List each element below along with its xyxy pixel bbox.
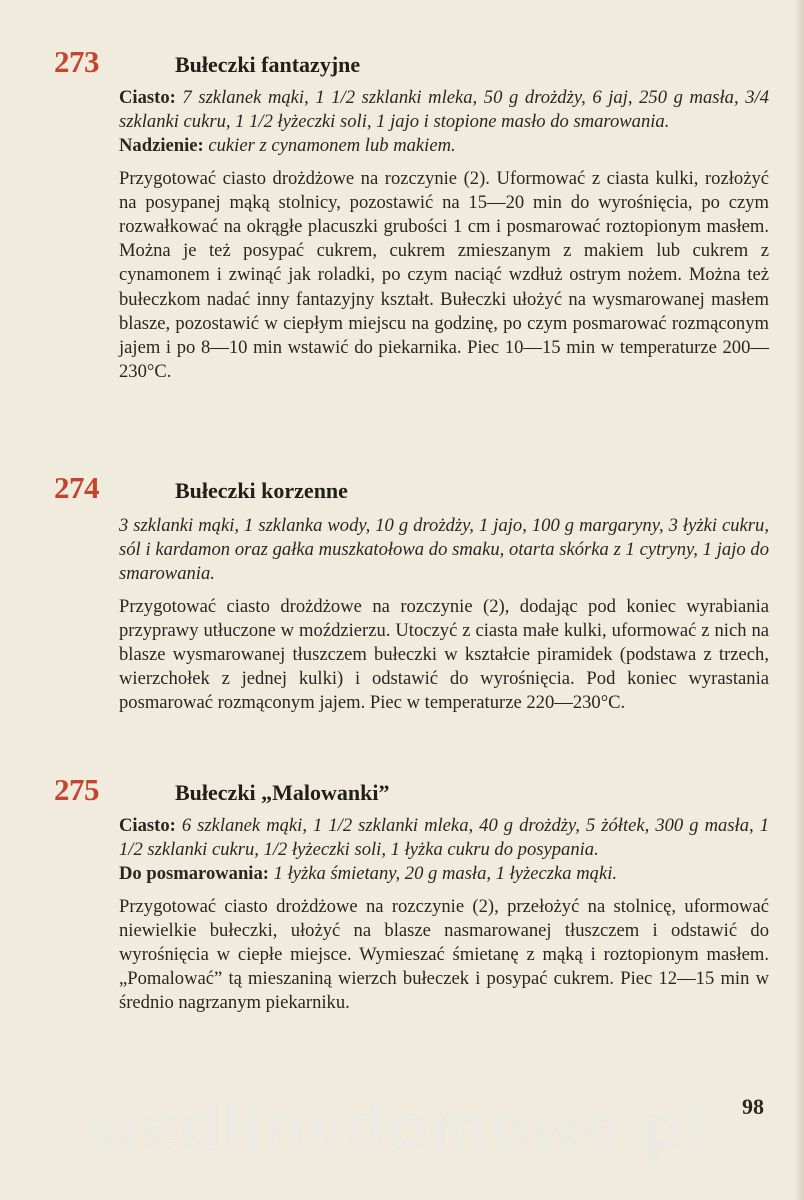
- ingredients-label: Do posmarowania:: [119, 863, 269, 885]
- recipe-number: 275: [54, 772, 99, 807]
- ingredients-text: 1 łyżka śmietany, 20 g masła, 1 łyżeczka mąki.: [268, 863, 618, 885]
- ingredients-text: 6 szklanek mąki, 1 1/2 szklanki mleka, 40 g drożdży, 5 żółtek, 300 g masła, 1 1/2 szklanki cukru, 1/2 łyżeczki soli, 1 łyżka cukru do posypania.: [119, 815, 769, 861]
- ingredients-text: cukier z cynamonem lub makiem.: [203, 135, 456, 157]
- ingredients-list: [119, 514, 769, 587]
- page-edge-shadow: [794, 0, 804, 1200]
- recipe-body: [119, 86, 769, 384]
- ingredients-topping: [119, 862, 769, 886]
- recipe-body: [119, 514, 769, 716]
- recipe-number: 274: [54, 470, 99, 505]
- ingredients-text: 7 szklanek mąki, 1 1/2 szklanki mleka, 50 g drożdży, 6 jaj, 250 g masła, 3/4 szklanki cukru, 1 1/2 łyżeczki soli, 1 jajo i stopione masło do smarowania.: [119, 87, 769, 133]
- recipe-body: [119, 814, 769, 1016]
- ingredients-label: Ciasto:: [119, 815, 176, 836]
- recipe-title: Bułeczki fantazyjne: [175, 52, 361, 77]
- recipe-title: Bułeczki „Malowanki”: [175, 780, 390, 805]
- watermark: wedlinydomowe.pl: [90, 1091, 707, 1163]
- method-text: Przygotować ciasto drożdżowe na rozczynie (2), dodając pod koniec wyrabiania przyprawy utłuczone w moździerzu. Utoczyć z ciasta małe kulki, uformować z nich na blasze wysmarowanej tłuszczem bułeczki w kształcie piramidek (podstawa z trzech, wierzchołek z jednej kulki) i odstawić do wyrośnięcia. Pod koniec wyrastania posmarować rozmąconym jajem. Piec w temperaturze 220—230°C.: [119, 595, 769, 714]
- ingredients-label: Nadzienie:: [119, 135, 204, 157]
- ingredients-dough: [119, 86, 769, 134]
- ingredients-filling: [119, 134, 769, 158]
- recipe-title: Bułeczki korzenne: [175, 478, 348, 503]
- page-number: 98: [742, 1094, 764, 1119]
- ingredients-text: 3 szklanki mąki, 1 szklanka wody, 10 g drożdży, 1 jajo, 100 g margaryny, 3 łyżki cukru, sól i kardamon oraz gałka muszkatołowa do smaku, otarta skórka z 1 cytryny, 1 jajo do smarowania.: [119, 515, 769, 585]
- method-text: Przygotować ciasto drożdżowe na rozczynie (2), przełożyć na stolnicę, uformować niewielkie bułeczki, ułożyć na blasze nasmarowanej tłuszczem i odstawić do wyrośnięcia w ciepłe miejsce. Wymieszać śmietanę z mąką i roztopionym masłem. „Pomalować” tą mieszaniną wierzch bułeczek i posypać cukrem. Piec 12—15 min w średnio nagrzanym piekarniku.: [119, 895, 769, 1014]
- method-text: Przygotować ciasto drożdżowe na rozczynie (2). Uformować z ciasta kulki, rozłożyć na posypanej mąką stolnicy, pozostawić na 15—20 min do wyrośnięcia, po czym rozwałkować na okrągłe placuszki grubości 1 cm i posmarować roztopionym masłem. Można je też posypać cukrem, cukrem zmieszanym z makiem lub cukrem z cynamonem i zwinąć jak roladki, po czym naciąć wzdłuż ostrym nożem. Można też bułeczkom nadać inny fantazyjny kształt. Bułeczki ułożyć na wysmarowanej masłem blasze, pozostawić w ciepłym miejscu na godzinę, po czym posmarować rozmąconym jajem i po 8—10 min wstawić do piekarnika. Piec 10—15 min w temperaturze 200—230°C.: [119, 167, 769, 383]
- ingredients-label: Ciasto:: [119, 87, 176, 108]
- ingredients-dough: [119, 814, 769, 862]
- recipe-number: 273: [54, 44, 99, 79]
